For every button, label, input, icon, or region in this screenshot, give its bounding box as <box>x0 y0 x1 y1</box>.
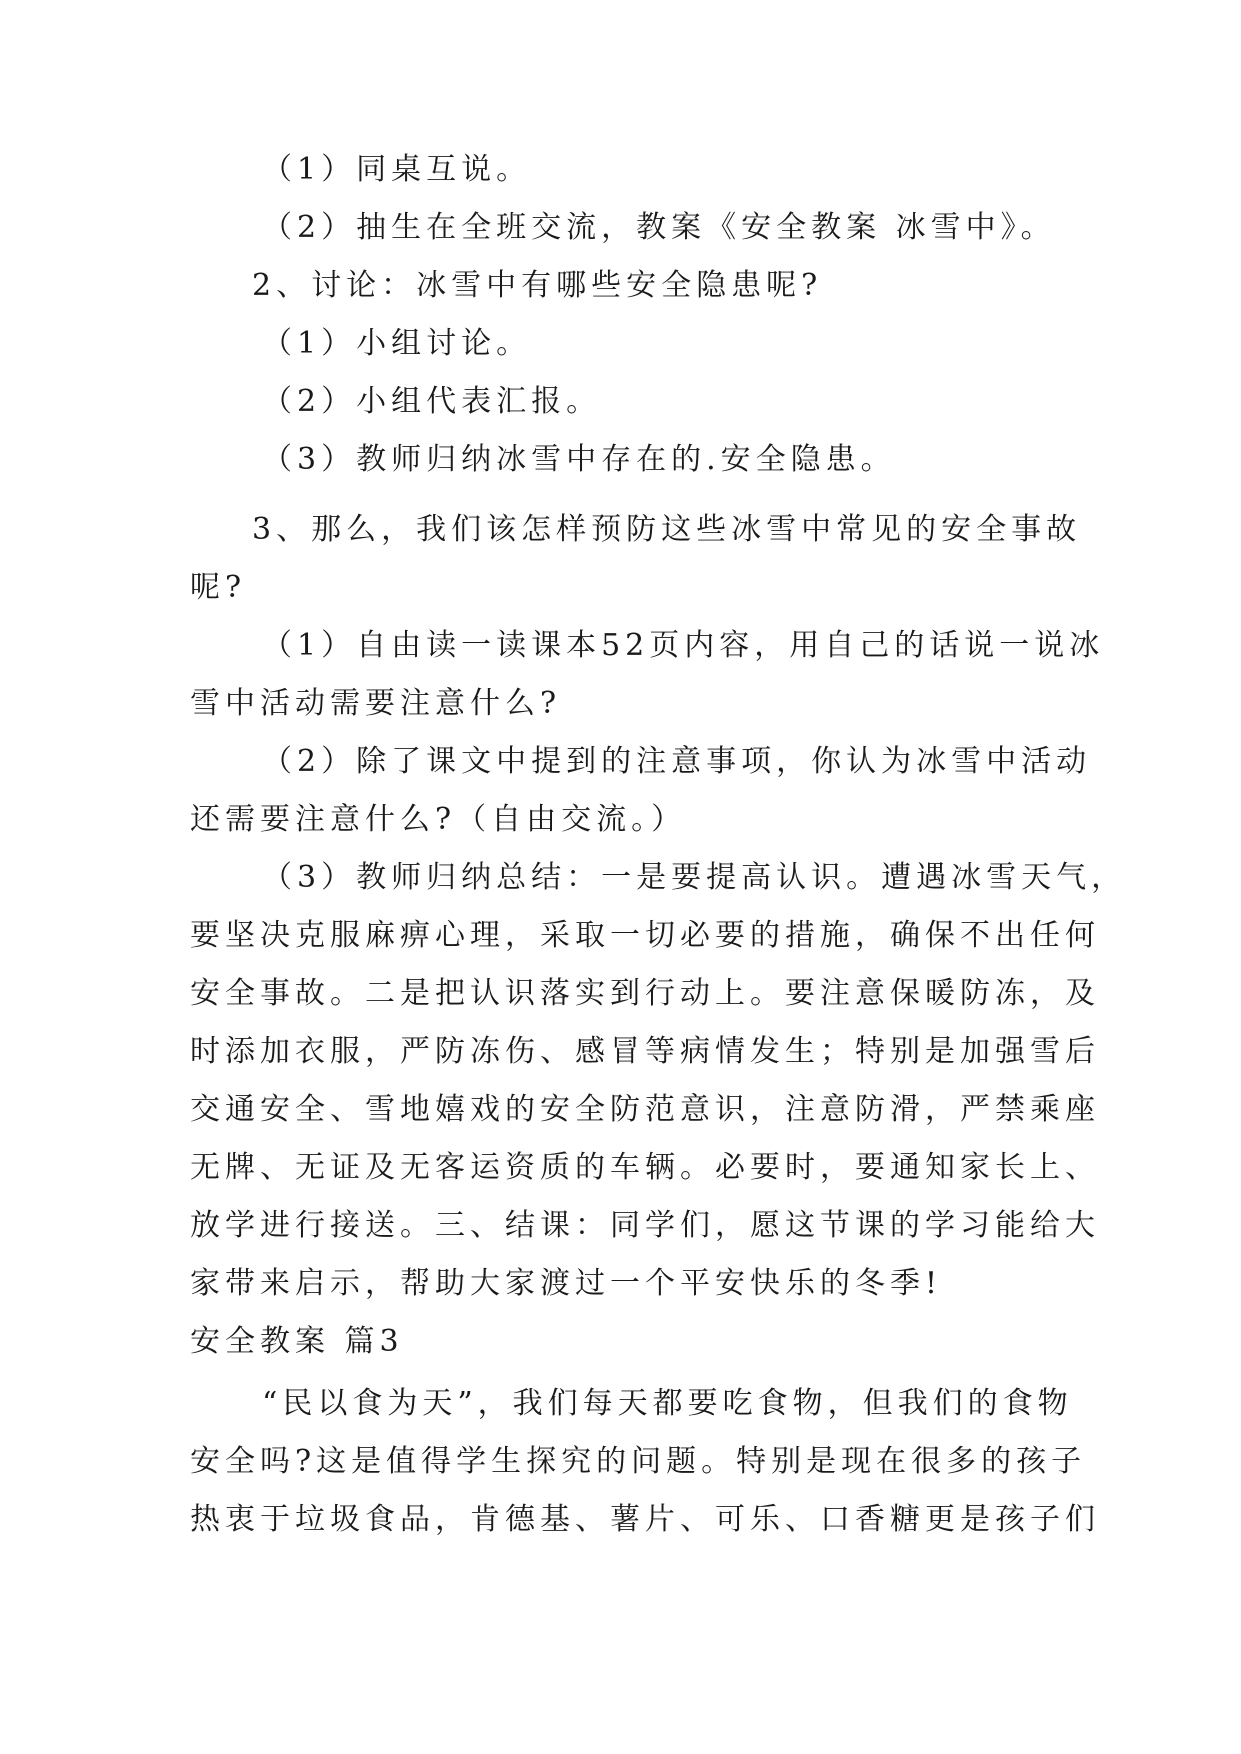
text-line: 家带来启示，帮助大家渡过一个平安快乐的冬季! <box>190 1266 943 1301</box>
text-line: 时添加衣服，严防冻伤、感冒等病情发生；特别是加强雪后 <box>190 1034 1100 1069</box>
text-line: 3、那么，我们该怎样预防这些冰雪中常见的安全事故 <box>252 512 1082 547</box>
text-line: 安全吗?这是值得学生探究的问题。特别是现在很多的孩子 <box>190 1444 1087 1479</box>
text-line: 雪中活动需要注意什么? <box>190 686 562 721</box>
text-line: （3）教师归纳冰雪中存在的.安全隐患。 <box>262 442 896 477</box>
text-line: 2、讨论：冰雪中有哪些安全隐患呢? <box>252 268 823 303</box>
text-line: 安全事故。二是把认识落实到行动上。要注意保暖防冻，及 <box>190 976 1100 1011</box>
text-line: 呢? <box>190 570 247 605</box>
text-line: 要坚决克服麻痹心理，采取一切必要的措施，确保不出任何 <box>190 918 1100 953</box>
text-line: 交通安全、雪地嬉戏的安全防范意识，注意防滑，严禁乘座 <box>190 1092 1100 1127</box>
text-line: 还需要注意什么?（自由交流。） <box>190 802 687 837</box>
text-line: （2）除了课文中提到的注意事项，你认为冰雪中活动 <box>262 744 1092 779</box>
text-line: “民以食为天”，我们每天都要吃食物，但我们的食物 <box>262 1386 1073 1421</box>
text-line: （3）教师归纳总结：一是要提高认识。遭遇冰雪天气， <box>262 860 1127 895</box>
text-line: （1）小组讨论。 <box>262 326 532 361</box>
text-line: （1）同桌互说。 <box>262 152 532 187</box>
text-line: 热衷于垃圾食品，肯德基、薯片、可乐、口香糖更是孩子们 <box>190 1502 1100 1537</box>
text-line: 放学进行接送。三、结课：同学们，愿这节课的学习能给大 <box>190 1208 1100 1243</box>
text-line: （2）抽生在全班交流，教案《安全教案 冰雪中》。 <box>262 210 1056 245</box>
text-line: （2）小组代表汇报。 <box>262 384 602 419</box>
text-line: 无牌、无证及无客运资质的车辆。必要时，要通知家长上、 <box>190 1150 1100 1185</box>
text-line: （1）自由读一读课本52页内容，用自己的话说一说冰 <box>262 628 1105 663</box>
section-heading: 安全教案 篇3 <box>190 1324 404 1359</box>
